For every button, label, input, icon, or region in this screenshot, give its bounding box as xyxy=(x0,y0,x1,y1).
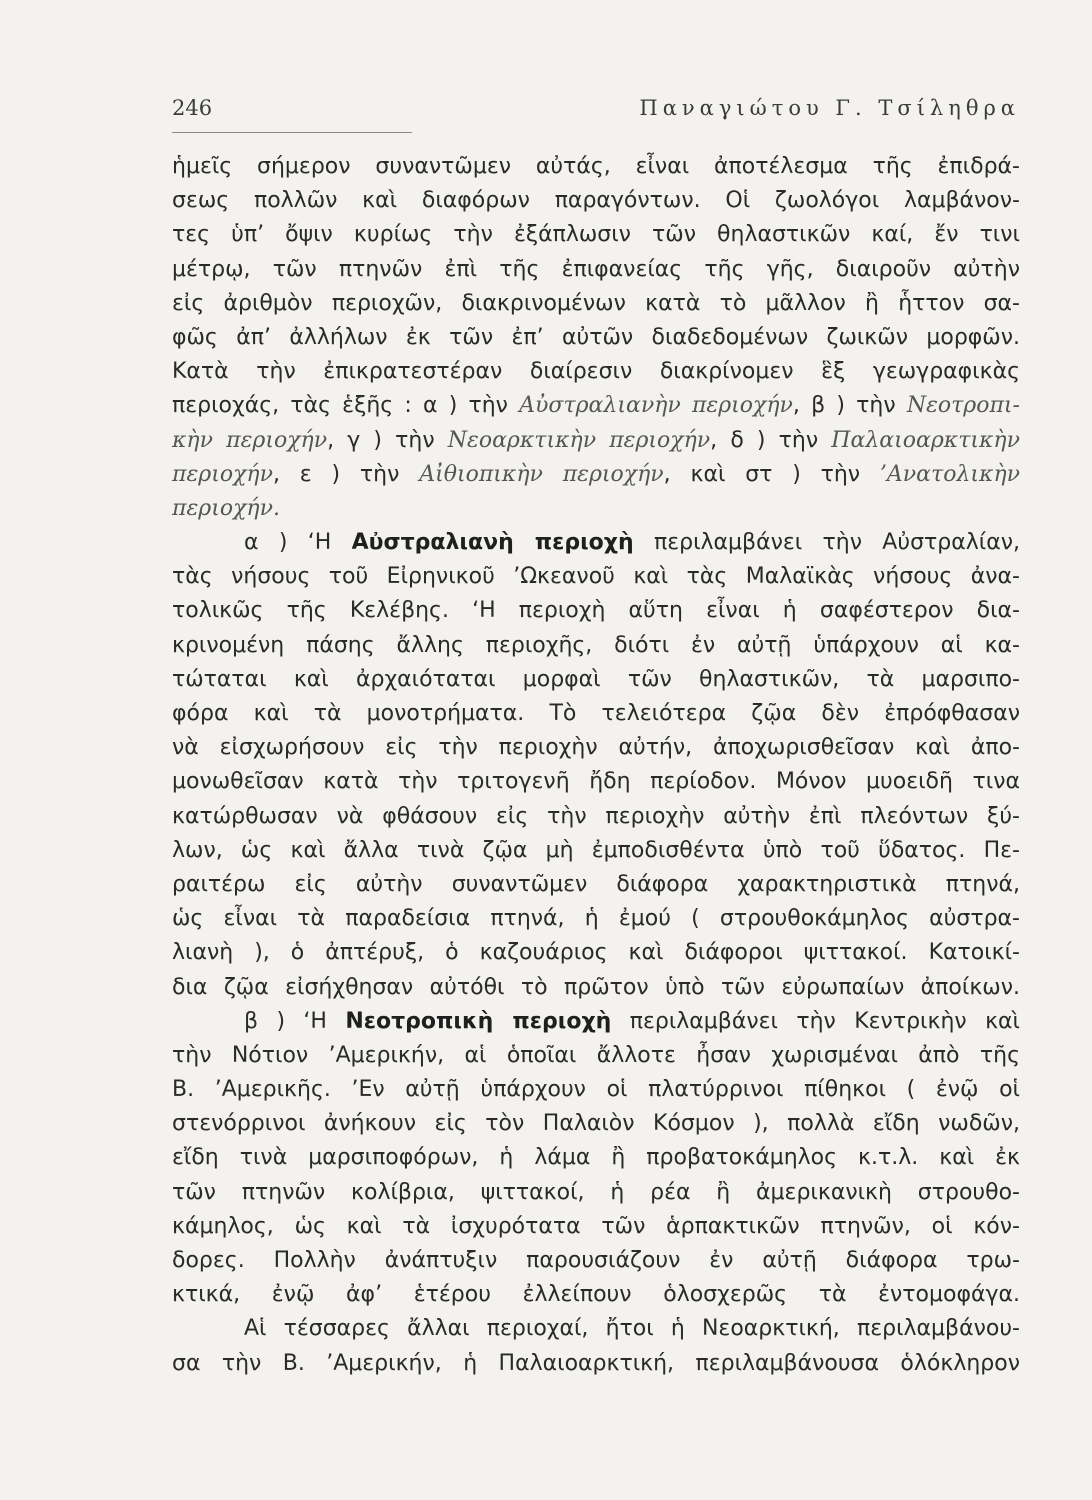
text-line: δορες. Πολλὴν ἀνάπτυξιν παρουσιάζουν ἐν αὐτῇ διάφορα τρω- xyxy=(172,1248,1020,1273)
text-line: Αἱ τέσσαρες ἄλλαι περιοχαί, ἤτοι ἡ Νεοαρκτική, περιλαμβάνου- xyxy=(244,1316,1020,1342)
text-line: περιοχήν. xyxy=(172,495,280,521)
text-line: τὰς νήσους τοῦ Εἰρηνικοῦ ’Ωκεανοῦ καὶ τὰς Μαλαϊκὰς νήσους ἀνα- xyxy=(172,564,1020,590)
text-line: μονωθεῖσαν κατὰ τὴν τριτογενῆ ἤδη περίοδον. Μόνον μυοειδῆ τινα xyxy=(172,769,1020,795)
text-line: τῶν πτηνῶν κολίβρια, ψιττακοί, ἡ ρέα ἢ ἀμερικανικὴ στρουθο- xyxy=(172,1179,1020,1205)
italic-term: κὴν περιοχήν xyxy=(172,427,328,453)
text-line: Β. ’Αμερικῆς. ’Εν αὐτῇ ὑπάρχουν οἱ πλατύρρινοι πίθηκοι ( ἐνῷ οἱ xyxy=(172,1077,1020,1103)
text-line: στενόρρινοι ἀνήκουν εἰς τὸν Παλαιὸν Κόσμον ), πολλὰ εἴδη νωδῶν, xyxy=(172,1111,1020,1137)
italic-term: Νεοαρκτικὴν περιοχήν xyxy=(447,427,711,453)
text-line: τολικῶς τῆς Κελέβης. ‘Η περιοχὴ αὕτη εἶναι ἡ σαφέστερον δια- xyxy=(172,598,1020,624)
text-line: σεως πολλῶν καὶ διαφόρων παραγόντων. Οἱ ζωολόγοι λαμβάνον- xyxy=(172,188,1020,214)
italic-term: Παλαιοαρκτικὴν xyxy=(831,427,1020,453)
page-number: 246 xyxy=(172,96,213,120)
text-span: περιοχάς, τὰς ἑξῆς : α ) τὴν xyxy=(172,393,520,419)
text-line: δια ζῷα εἰσήχθησαν αὐτόθι τὸ πρῶτον ὑπὸ τῶν εὐρωπαίων ἀποίκων. xyxy=(172,974,1020,1000)
text-span: , ε ) τὴν xyxy=(272,461,420,487)
text-line: κατώρθωσαν νὰ φθάσουν εἰς τὴν περιοχὴν αὐτὴν ἐπὶ πλεόντων ξύ- xyxy=(172,803,1020,829)
text-line: λιανὴ ), ὁ ἀπτέρυξ, ὁ καζουάριος καὶ διάφοροι ψιττακοί. Κατοικί- xyxy=(172,940,1020,966)
text-line xyxy=(172,424,1020,458)
text-line: κτικά, ἐνῷ ἀφ’ ἑτέρου ἐλλείπουν ὁλοσχερῶς τὰ ἐντομοφάγα. xyxy=(172,1282,1020,1308)
text-line xyxy=(172,458,1020,492)
text-line: εἰς ἀριθμὸν περιοχῶν, διακρινομένων κατὰ τὸ μᾶλλον ἢ ἧττον σα- xyxy=(172,290,1020,316)
text-line: ἡμεῖς σήμερον συναντῶμεν αὐτάς, εἶναι ἀποτέλεσμα τῆς ἐπιδρά- xyxy=(172,154,1020,179)
text-line: κρινομένη πάσης ἄλλης περιοχῆς, διότι ἐν αὐτῇ ὑπάρχουν αἱ κα- xyxy=(172,632,1020,658)
text-line: τὴν Νότιον ’Αμερικήν, αἱ ὁποῖαι ἄλλοτε ἦσαν χωρισμέναι ἀπὸ τῆς xyxy=(172,1042,1020,1068)
page-header xyxy=(172,96,1020,120)
italic-term: Αὐστραλιανὴν περιοχήν xyxy=(519,393,793,419)
section-heading-line xyxy=(172,1005,1020,1039)
text-line: τώταται καὶ ἀρχαιόταται μορφαὶ τῶν θηλαστικῶν, τὰ μαρσιπο- xyxy=(172,666,1020,692)
running-head: Παναγιώτου Γ. Τσίληθρα xyxy=(639,96,1020,120)
text-line: κάμηλος, ὡς καὶ τὰ ἰσχυρότατα τῶν ἁρπακτικῶν πτηνῶν, οἱ κόν- xyxy=(172,1213,1020,1239)
text-span: περιλαμβάνει τὴν Αὐστραλίαν, xyxy=(633,530,1020,556)
text-span: , καὶ στ ) τὴν xyxy=(663,461,880,487)
italic-term: περιοχήν xyxy=(172,461,273,487)
text-span: , γ ) τὴν xyxy=(327,427,448,453)
text-line xyxy=(172,389,1020,423)
text-line: φόρα καὶ τὰ μονοτρήματα. Τὸ τελειότερα ζῷα δὲν ἐπρόφθασαν xyxy=(172,701,1020,726)
italic-term: Αἰθιοπικὴν περιοχήν xyxy=(419,461,664,487)
text-line: μέτρῳ, τῶν πτηνῶν ἐπὶ τῆς ἐπιφανείας τῆς γῆς, διαιροῦν αὐτὴν xyxy=(172,256,1020,282)
text-line: σα τὴν Β. ’Αμερικήν, ἡ Παλαιοαρκτική, περιλαμβάνουσα ὁλόκληρον xyxy=(172,1350,1020,1376)
text-line: φῶς ἀπ’ ἀλλήλων ἐκ τῶν ἐπ’ αὐτῶν διαδεδομένων ζωικῶν μορφῶν. xyxy=(172,324,1020,350)
text-line: λων, ὡς καὶ ἄλλα τινὰ ζῷα μὴ ἐμποδισθέντα ὑπὸ τοῦ ὕδατος. Πε- xyxy=(172,837,1020,863)
body-text xyxy=(172,150,1020,1381)
text-line: ραιτέρω εἰς αὐτὴν συναντῶμεν διάφορα χαρακτηριστικὰ πτηνά, xyxy=(172,871,1020,897)
text-line: νὰ εἰσχωρήσουν εἰς τὴν περιοχὴν αὐτήν, ἀποχωρισθεῖσαν καὶ ἀπο- xyxy=(172,735,1020,761)
text-line: ὡς εἶναι τὰ παραδείσια πτηνά, ἡ ἐμού ( στρουθοκάμηλος αὐστρα- xyxy=(172,906,1020,932)
text-span: α ) ‘Η xyxy=(244,530,352,556)
text-line: εἴδη τινὰ μαρσιποφόρων, ἡ λάμα ἢ προβατοκάμηλος κ.τ.λ. καὶ ἐκ xyxy=(172,1145,1020,1171)
text-line: Κατὰ τὴν ἐπικρατεστέραν διαίρεσιν διακρίνομεν ἓξ γεωγραφικὰς xyxy=(172,359,1020,385)
text-span: β ) ‘Η xyxy=(244,1008,346,1034)
section-term-neotropical: Νεοτροπικὴ περιοχὴ xyxy=(345,1008,612,1034)
header-rule xyxy=(172,132,412,133)
italic-term: Νεοτροπι- xyxy=(906,393,1020,419)
section-term-australian: Αὐστραλιανὴ περιοχὴ xyxy=(351,530,634,556)
text-line: τες ὑπ’ ὄψιν κυρίως τὴν ἐξάπλωσιν τῶν θηλαστικῶν καί, ἔν τινι xyxy=(172,222,1020,248)
text-span: περιλαμβάνει τὴν Κεντρικὴν καὶ xyxy=(611,1008,1020,1034)
text-span: , δ ) τὴν xyxy=(710,427,832,453)
section-heading-line xyxy=(172,526,1020,560)
italic-term: ’Ανατολικὴν xyxy=(879,461,1020,487)
text-span: , β ) τὴν xyxy=(792,393,907,419)
